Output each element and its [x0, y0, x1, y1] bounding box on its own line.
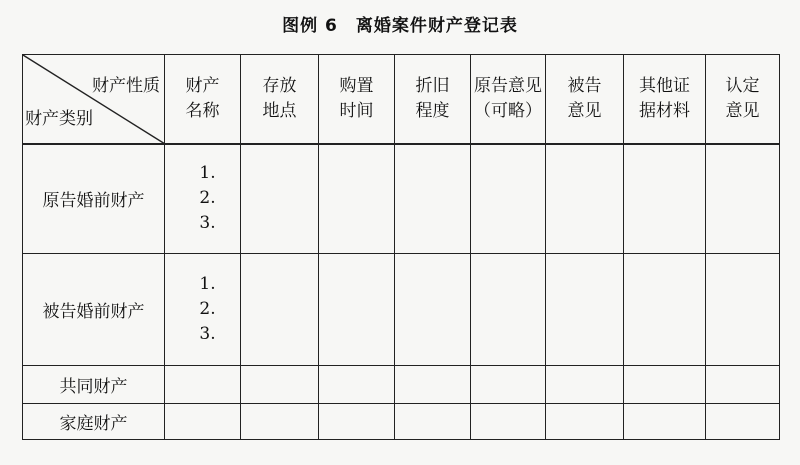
column-header-other-evidence: 其他证 据材料 [624, 55, 706, 144]
table-cell[interactable] [546, 366, 624, 404]
table-cell[interactable] [624, 144, 706, 254]
table-cell[interactable] [471, 144, 546, 254]
row-label-defendant-premarital: 被告婚前财产 [23, 254, 165, 366]
column-header-property-name: 财产 名称 [165, 55, 241, 144]
table-cell[interactable] [395, 254, 471, 366]
table-title: 图例 6 离婚案件财产登记表 [282, 16, 518, 36]
header-property-nature: 财产性质 [92, 76, 160, 96]
diagonal-header-cell [23, 55, 165, 144]
table-cell[interactable] [546, 144, 624, 254]
table-cell[interactable] [241, 404, 319, 440]
table-cell[interactable] [319, 254, 395, 366]
diagonal-line [23, 55, 165, 144]
table-cell[interactable] [241, 366, 319, 404]
table-cell[interactable] [319, 144, 395, 254]
table-cell[interactable] [546, 254, 624, 366]
column-header-storage-location: 存放 地点 [241, 55, 319, 144]
column-header-determination: 认定 意见 [706, 55, 780, 144]
table-cell[interactable] [165, 366, 241, 404]
column-header-depreciation: 折旧 程度 [395, 55, 471, 144]
table-row [23, 404, 780, 440]
table-row [23, 254, 780, 366]
row-label-plaintiff-premarital: 原告婚前财产 [23, 144, 165, 254]
table-cell[interactable] [395, 404, 471, 440]
table-cell[interactable] [395, 144, 471, 254]
table-cell[interactable] [624, 254, 706, 366]
table-cell[interactable] [395, 366, 471, 404]
table-cell[interactable] [706, 404, 780, 440]
table-cell[interactable] [706, 254, 780, 366]
table-cell[interactable] [319, 404, 395, 440]
header-property-category: 财产类别 [25, 108, 93, 129]
table-cell[interactable] [624, 366, 706, 404]
row-label-joint-property: 共同财产 [23, 366, 165, 404]
table-cell[interactable] [471, 254, 546, 366]
row-label-family-property: 家庭财产 [23, 404, 165, 440]
column-header-plaintiff-opinion: 原告意见 （可略） [471, 55, 546, 144]
table-cell[interactable] [706, 366, 780, 404]
table-cell[interactable] [241, 254, 319, 366]
property-name-cell[interactable]: 1. 2. 3. [165, 144, 241, 254]
table-cell[interactable] [241, 144, 319, 254]
column-header-purchase-time: 购置 时间 [319, 55, 395, 144]
table-cell[interactable] [319, 366, 395, 404]
table-row [23, 144, 780, 254]
table-cell[interactable] [165, 404, 241, 440]
table-cell[interactable] [624, 404, 706, 440]
property-name-cell[interactable]: 1. 2. 3. [165, 254, 241, 366]
table-cell[interactable] [471, 404, 546, 440]
table-cell[interactable] [706, 144, 780, 254]
table-cell[interactable] [546, 404, 624, 440]
table-cell[interactable] [471, 366, 546, 404]
property-registration-table [22, 54, 780, 440]
table-row [23, 366, 780, 404]
column-header-defendant-opinion: 被告 意见 [546, 55, 624, 144]
